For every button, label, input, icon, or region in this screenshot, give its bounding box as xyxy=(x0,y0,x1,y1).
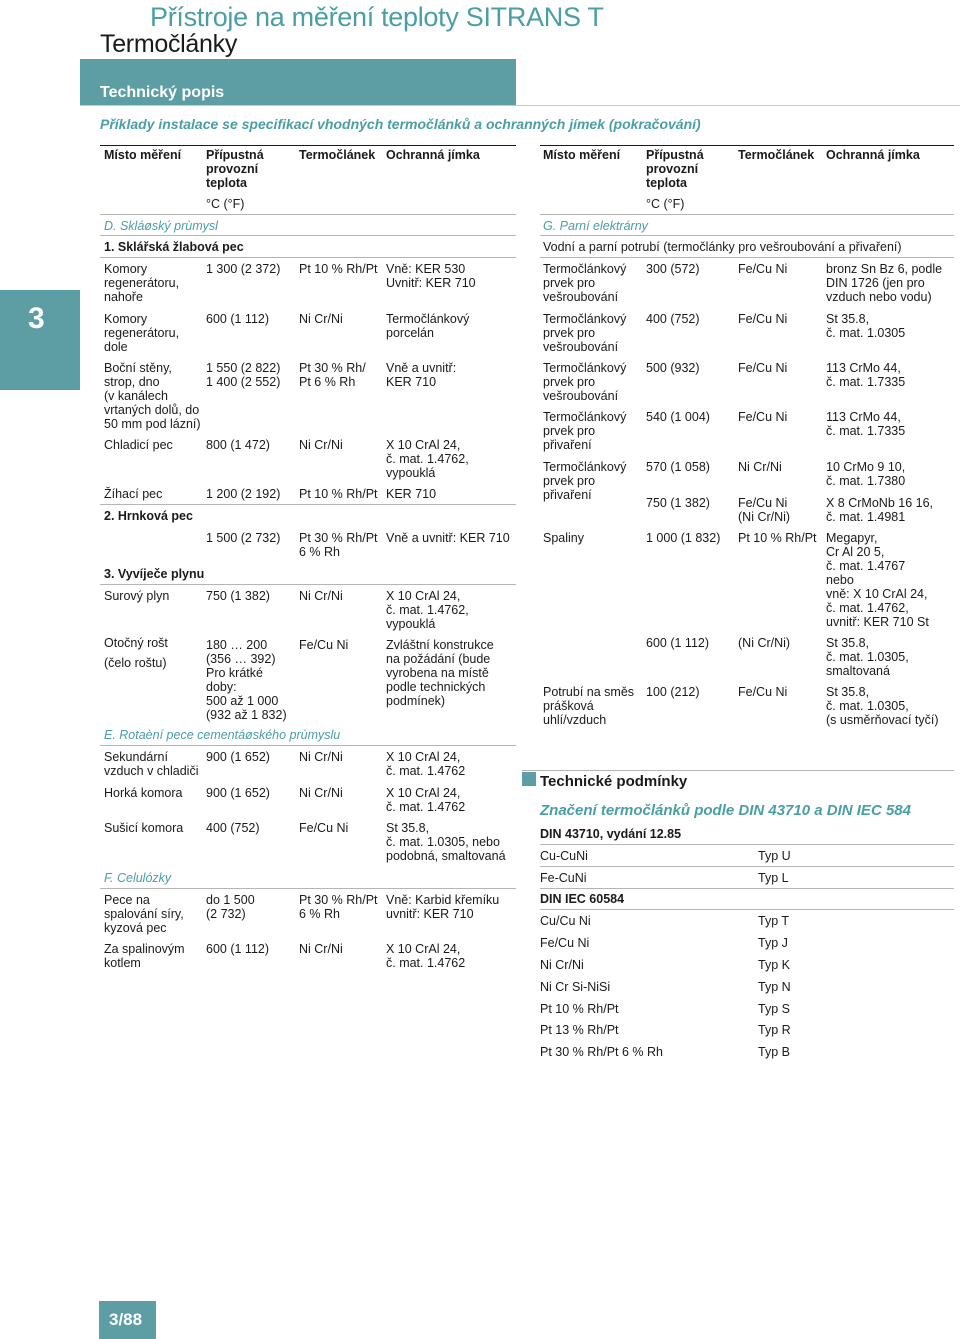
cell-well: X 8 CrMoNb 16 16, č. mat. 1.4981 xyxy=(826,496,933,524)
page-number-box xyxy=(99,1301,156,1339)
page-title-main: Přístroje na měření teploty SITRANS T xyxy=(150,2,604,32)
cell-temp: do 1 500 (2 732) xyxy=(206,893,255,921)
cell-temp: 600 (1 112) xyxy=(206,942,270,956)
type-name: Pt 10 % Rh/Pt xyxy=(540,1002,619,1016)
cell-place: Pece na spalování síry, kyzová pec xyxy=(104,893,184,935)
type-name: Cu-CuNi xyxy=(540,849,588,863)
cell-well: 10 CrMo 9 10, č. mat. 1.7380 xyxy=(826,460,906,488)
type-code: Typ T xyxy=(758,914,790,928)
left-header-rule xyxy=(100,145,516,146)
group-1: 1. Sklářská žlabová pec xyxy=(104,240,244,254)
cell-well: Megapyr, Cr Al 20 5, č. mat. 1.4767 nebo vně: X 10 CrAl 24, č. mat. 1.4762, uvnitř: KER 710 St xyxy=(826,531,929,629)
type-name: Ni Cr Si-NiSi xyxy=(540,980,611,994)
cell-place: Sušicí komora xyxy=(104,821,184,835)
cell-well: 113 CrMo 44, č. mat. 1.7335 xyxy=(826,410,906,438)
cell-temp: 750 (1 382) xyxy=(206,589,270,603)
cell-place: Termočlánkový prvek pro vešroubování xyxy=(543,361,627,403)
rule xyxy=(100,257,516,258)
section-e: E. Rotaèní pece cementáøského prùmyslu xyxy=(104,728,341,742)
cell-place: Komory regenerátoru, nahoře xyxy=(104,262,180,304)
type-code: Typ B xyxy=(758,1045,790,1059)
cell-thermocouple: Fe/Cu Ni (Ni Cr/Ni) xyxy=(738,496,791,524)
cell-temp: 600 (1 112) xyxy=(206,312,270,326)
right-header-well: Ochranná jímka xyxy=(826,148,920,162)
cell-well: X 10 CrAl 24, č. mat. 1.4762 xyxy=(386,786,466,814)
rule xyxy=(100,888,516,889)
marking-heading: Značení termočlánků podle DIN 43710 a DIN IEC 584 xyxy=(540,802,911,819)
rule xyxy=(100,584,516,585)
cell-well: X 10 CrAl 24, č. mat. 1.4762 xyxy=(386,750,466,778)
type-name: Cu/Cu Ni xyxy=(540,914,591,928)
left-unit-rule xyxy=(100,214,516,215)
cell-thermocouple: Fe/Cu Ni xyxy=(299,821,349,835)
cell-well: bronz Sn Bz 6, podle DIN 1726 (jen pro vzduch nebo vodu) xyxy=(826,262,943,304)
type-code: Typ N xyxy=(758,980,791,994)
rule xyxy=(540,888,954,889)
left-unit: °C (°F) xyxy=(206,197,245,211)
iec-title: DIN IEC 60584 xyxy=(540,892,625,906)
rule xyxy=(540,257,954,258)
right-header-place: Místo měření xyxy=(543,148,621,162)
type-name: Fe/Cu Ni xyxy=(540,936,590,950)
cell-well: Vně: KER 530 Uvnitř: KER 710 xyxy=(386,262,476,290)
cell-well: Vně a uvnitř: KER 710 xyxy=(386,531,510,545)
cell-thermocouple: Ni Cr/Ni xyxy=(299,589,343,603)
cell-thermocouple: (Ni Cr/Ni) xyxy=(738,636,791,650)
cell-well: St 35.8, č. mat. 1.0305, smaltovaná xyxy=(826,636,909,678)
right-header-rule xyxy=(540,145,954,146)
cell-temp: 900 (1 652) xyxy=(206,750,270,764)
cell-thermocouple: Pt 10 % Rh/Pt xyxy=(738,531,817,545)
section-square-icon xyxy=(522,772,536,786)
cell-temp: 800 (1 472) xyxy=(206,438,270,452)
cell-place: Chladicí pec xyxy=(104,438,173,452)
cell-place: Potrubí na směs prášková uhlí/vzduch xyxy=(543,685,635,727)
group-g: Vodní a parní potrubí (termočlánky pro vešroubování a přivaření) xyxy=(543,240,902,254)
cell-place: Termočlánkový prvek pro přivaření xyxy=(543,460,627,502)
type-name: Pt 30 % Rh/Pt 6 % Rh xyxy=(540,1045,663,1059)
cell-well: X 10 CrAl 24, č. mat. 1.4762, vypouklá xyxy=(386,589,469,631)
cell-place: Boční stěny, strop, dno (v kanálech vrtaných dolů, do 50 mm pod lázní) xyxy=(104,361,201,431)
cell-place: Otočný rošt (čelo roštu) xyxy=(104,636,168,670)
cell-temp: 900 (1 652) xyxy=(206,786,270,800)
cell-place: Termočlánkový prvek pro přivaření xyxy=(543,410,627,452)
cell-place: Komory regenerátoru, dole xyxy=(104,312,180,354)
cell-place: Termočlánkový prvek pro vešroubování xyxy=(543,312,627,354)
cell-thermocouple: Fe/Cu Ni xyxy=(738,312,788,326)
type-name: Pt 13 % Rh/Pt xyxy=(540,1023,619,1037)
left-header-temp: Přípustná provozní teplota xyxy=(206,148,264,190)
cell-temp: 1 000 (1 832) xyxy=(646,531,721,545)
type-code: Typ K xyxy=(758,958,790,972)
cell-place: Spaliny xyxy=(543,531,584,545)
rule xyxy=(100,745,516,746)
right-header-thermocouple: Termočlánek xyxy=(738,148,815,162)
type-code: Typ R xyxy=(758,1023,791,1037)
rule xyxy=(540,235,954,236)
cell-temp: 1 550 (2 822) 1 400 (2 552) xyxy=(206,361,281,389)
section-g: G. Parní elektrárny xyxy=(543,219,648,233)
cell-thermocouple: Ni Cr/Ni xyxy=(299,312,343,326)
group-3: 3. Vyvíječe plynu xyxy=(104,567,205,581)
din43710-title: DIN 43710, vydání 12.85 xyxy=(540,827,682,841)
cell-thermocouple: Ni Cr/Ni xyxy=(299,786,343,800)
cell-temp: 180 … 200 (356 … 392) Pro krátké doby: 500 až 1 000 (932 až 1 832) xyxy=(206,638,287,722)
rule xyxy=(540,909,954,910)
cell-well: Vně: Karbid křemíku uvnitř: KER 710 xyxy=(386,893,500,921)
cell-well: Vně a uvnitř: KER 710 xyxy=(386,361,457,389)
cell-well: X 10 CrAl 24, č. mat. 1.4762, vypouklá xyxy=(386,438,469,480)
chapter-side-tab xyxy=(0,290,80,390)
right-unit-rule xyxy=(540,214,954,215)
type-code: Typ S xyxy=(758,1002,790,1016)
cell-well: St 35.8, č. mat. 1.0305, (s usměrňovací tyčí) xyxy=(826,685,939,727)
left-header-place: Místo měření xyxy=(104,148,182,162)
cell-thermocouple: Pt 10 % Rh/Pt xyxy=(299,487,378,501)
cell-well: 113 CrMo 44, č. mat. 1.7335 xyxy=(826,361,906,389)
rule xyxy=(100,235,516,236)
cell-place: Za spalinovým kotlem xyxy=(104,942,185,970)
section-divider xyxy=(522,770,954,771)
type-name: Fe-CuNi xyxy=(540,871,587,885)
page-number: 3/88 xyxy=(109,1310,143,1329)
cell-temp: 750 (1 382) xyxy=(646,496,710,510)
type-code: Typ J xyxy=(758,936,788,950)
cell-thermocouple: Pt 10 % Rh/Pt xyxy=(299,262,378,276)
cell-thermocouple: Fe/Cu Ni xyxy=(738,262,788,276)
tab-divider xyxy=(80,105,960,106)
cell-temp: 1 500 (2 732) xyxy=(206,531,281,545)
cell-place: Sekundární vzduch v chladiči xyxy=(104,750,199,778)
cell-thermocouple: Ni Cr/Ni xyxy=(299,438,343,452)
right-unit: °C (°F) xyxy=(646,197,685,211)
cell-well: Zvláštní konstrukce na požádání (bude vyrobena na místě podle technických podmínek) xyxy=(386,638,494,708)
right-header-temp: Přípustná provozní teplota xyxy=(646,148,704,190)
type-code: Typ U xyxy=(758,849,791,863)
section-d: D. Skláøský prùmysl xyxy=(104,219,218,233)
cell-temp: 100 (212) xyxy=(646,685,700,699)
cell-well: St 35.8, č. mat. 1.0305 xyxy=(826,312,906,340)
rule xyxy=(540,844,954,845)
cell-place: Surový plyn xyxy=(104,589,170,603)
cell-temp: 500 (932) xyxy=(646,361,700,375)
cell-temp: 1 300 (2 372) xyxy=(206,262,281,276)
cell-well: KER 710 xyxy=(386,487,437,501)
rule xyxy=(540,866,954,867)
left-header-well: Ochranná jímka xyxy=(386,148,480,162)
cell-place: Horká komora xyxy=(104,786,183,800)
page-title-sub: Termočlánky xyxy=(100,30,238,58)
cell-thermocouple: Fe/Cu Ni xyxy=(738,361,788,375)
type-name: Ni Cr/Ni xyxy=(540,958,584,972)
cell-thermocouple: Pt 30 % Rh/Pt 6 % Rh xyxy=(299,893,378,921)
cell-temp: 570 (1 058) xyxy=(646,460,710,474)
cell-temp: 400 (752) xyxy=(646,312,700,326)
section-f: F. Celulózky xyxy=(104,871,172,885)
section-tab xyxy=(80,59,516,105)
rule xyxy=(100,504,516,505)
cell-temp: 600 (1 112) xyxy=(646,636,710,650)
cell-thermocouple: Fe/Cu Ni xyxy=(738,685,788,699)
cell-thermocouple: Ni Cr/Ni xyxy=(299,942,343,956)
cell-thermocouple: Fe/Cu Ni xyxy=(299,638,349,652)
section-title: Technické podmínky xyxy=(540,773,688,790)
cell-place: Termočlánkový prvek pro vešroubování xyxy=(543,262,627,304)
cell-temp: 540 (1 004) xyxy=(646,410,710,424)
cell-thermocouple: Ni Cr/Ni xyxy=(299,750,343,764)
chapter-number: 3 xyxy=(28,302,45,335)
cell-temp: 300 (572) xyxy=(646,262,700,276)
cell-place: Žíhací pec xyxy=(104,487,163,501)
type-code: Typ L xyxy=(758,871,789,885)
section-tab-label: Technický popis xyxy=(100,84,225,101)
cell-well: X 10 CrAl 24, č. mat. 1.4762 xyxy=(386,942,466,970)
cell-thermocouple: Pt 30 % Rh/ Pt 6 % Rh xyxy=(299,361,366,389)
subtitle: Příklady instalace se specifikací vhodných termočlánků a ochranných jímek (pokračování) xyxy=(100,116,701,132)
cell-temp: 1 200 (2 192) xyxy=(206,487,281,501)
left-header-thermocouple: Termočlánek xyxy=(299,148,376,162)
cell-thermocouple: Ni Cr/Ni xyxy=(738,460,782,474)
cell-well: St 35.8, č. mat. 1.0305, nebo podobná, smaltovaná xyxy=(386,821,506,863)
cell-thermocouple: Pt 30 % Rh/Pt 6 % Rh xyxy=(299,531,378,559)
cell-well: Termočlánkový porcelán xyxy=(386,312,470,340)
group-2: 2. Hrnková pec xyxy=(104,509,193,523)
cell-temp: 400 (752) xyxy=(206,821,260,835)
cell-thermocouple: Fe/Cu Ni xyxy=(738,410,788,424)
